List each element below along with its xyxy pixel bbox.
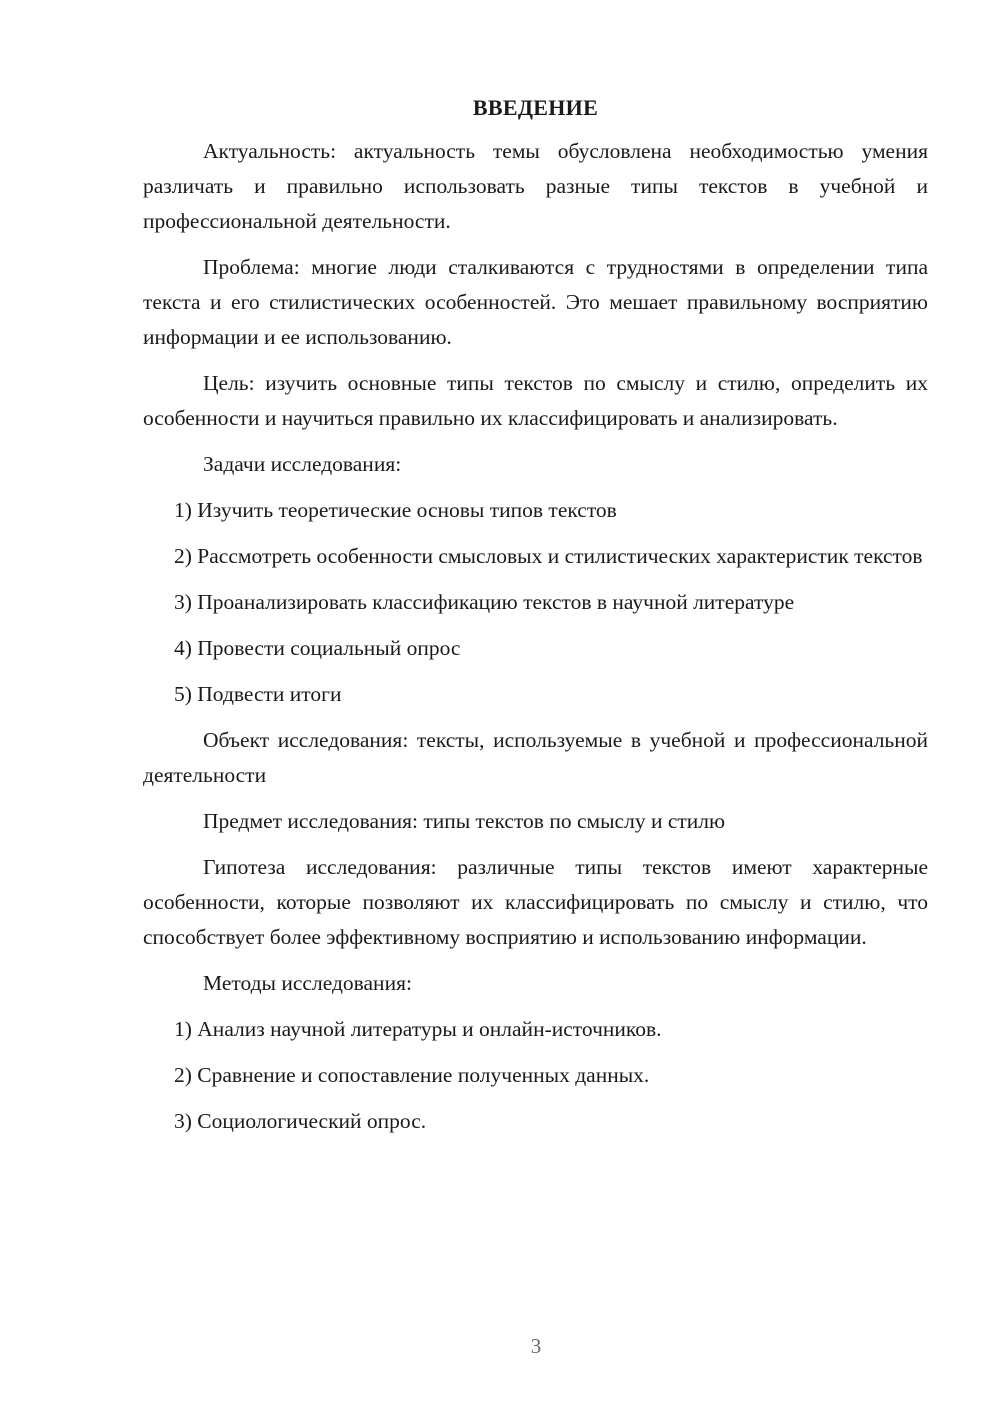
page-title: ВВЕДЕНИЕ bbox=[472, 95, 599, 120]
task-item-5: 5) Подвести итоги bbox=[174, 682, 342, 706]
task-item-3: 3) Проанализировать классификацию текстов в научной литературе bbox=[174, 590, 795, 614]
hypothesis-paragraph: Гипотеза исследования: различные типы текстов имеют характерные особенности, которые позволяют их классифицировать по смыслу и стилю, что способствует более эффективному восприятию и использованию информации. bbox=[143, 855, 928, 949]
task-item-2: 2) Рассмотреть особенности смысловых и стилистических характеристик текстов bbox=[174, 544, 923, 568]
tasks-heading: Задачи исследования: bbox=[203, 452, 402, 476]
object-paragraph: Объект исследования: тексты, используемые в учебной и профессиональной деятельности bbox=[143, 728, 928, 787]
subject-paragraph: Предмет исследования: типы текстов по смыслу и стилю bbox=[203, 809, 726, 833]
problem-paragraph: Проблема: многие люди сталкиваются с трудностями в определении типа текста и его стилистических особенностей. Это мешает правильному восприятию информации и ее использованию. bbox=[143, 255, 928, 349]
relevance-paragraph: Актуальность: актуальность темы обусловлена необходимостью умения различать и правильно использовать разные типы текстов в учебной и профессиональной деятельности. bbox=[143, 139, 928, 233]
task-item-4: 4) Провести социальный опрос bbox=[174, 636, 461, 660]
task-item-1: 1) Изучить теоретические основы типов текстов bbox=[174, 498, 617, 522]
goal-paragraph: Цель: изучить основные типы текстов по смыслу и стилю, определить их особенности и научиться правильно их классифицировать и анализировать. bbox=[143, 371, 928, 430]
method-item-3: 3) Социологический опрос. bbox=[174, 1109, 427, 1133]
methods-heading: Методы исследования: bbox=[203, 971, 412, 995]
method-item-1: 1) Анализ научной литературы и онлайн-источников. bbox=[174, 1017, 662, 1041]
page-number: 3 bbox=[530, 1334, 542, 1358]
method-item-2: 2) Сравнение и сопоставление полученных данных. bbox=[174, 1063, 650, 1087]
document-page bbox=[143, 90, 928, 1150]
